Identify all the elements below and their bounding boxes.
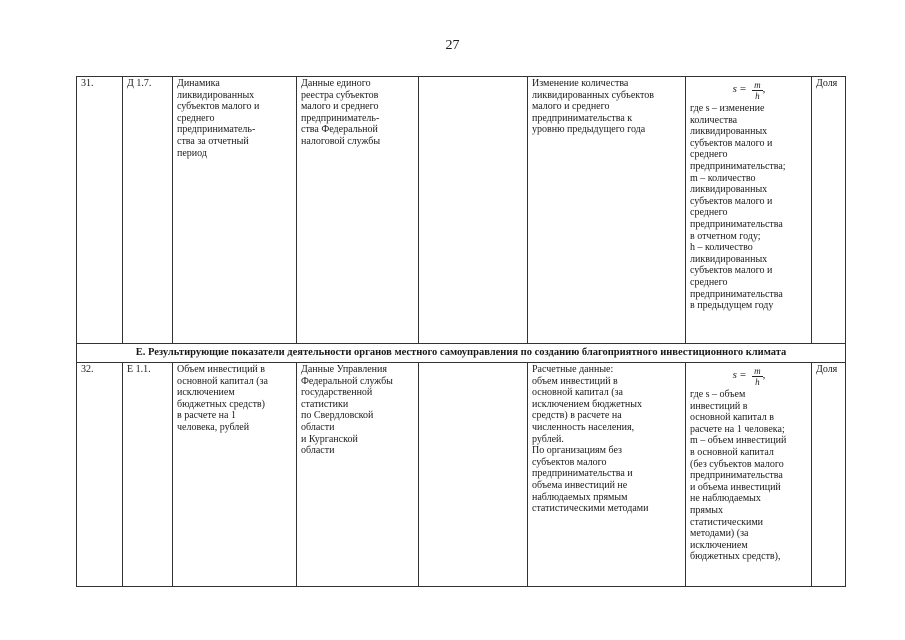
- table-row: [77, 77, 846, 344]
- formula-denominator: h: [755, 376, 760, 387]
- formula: [690, 364, 808, 388]
- data-source: Данные единого реестра субъектов малого и среднего предприниматель- ства Федеральной налоговой службы: [297, 77, 419, 344]
- formula-fraction: [752, 80, 763, 101]
- unit: Доля: [812, 77, 846, 344]
- page-number: 27: [445, 38, 460, 53]
- data-source: Данные Управления Федеральной службы государственной статистики по Свердловской области и Курганской области: [297, 363, 419, 587]
- row-number: 31.: [77, 77, 123, 344]
- formula-numerator: m: [754, 79, 761, 90]
- row-number: 32.: [77, 363, 123, 587]
- formula: [690, 78, 808, 102]
- formula-cell: [686, 77, 812, 344]
- formula-denominator: h: [755, 90, 760, 101]
- indicator-name: Объем инвестиций в основной капитал (за исключением бюджетных средств) в расчете на 1 человека, рублей: [173, 363, 297, 587]
- formula-eq: =: [739, 83, 747, 96]
- formula-tail: ,: [762, 369, 766, 382]
- table-row: [77, 363, 846, 587]
- formula-cell: [686, 363, 812, 587]
- formula-lhs: s: [732, 83, 737, 96]
- indicator-code: Е 1.1.: [123, 363, 173, 587]
- indicator-name: Динамика ликвидированных субъектов малого и среднего предприниматель- ства за отчетный период: [173, 77, 297, 344]
- empty-cell: [419, 363, 528, 587]
- section-row: [77, 344, 846, 363]
- unit: Доля: [812, 363, 846, 587]
- formula-description: где s – изменение количества ликвидированных субъектов малого и среднего предпринимательства; m – количество ликвидированных субъектов малого и среднего предпринимательства в отчетном году; h – количество ликвидированных субъектов малого и среднего предпринимательства в предыдущем году: [690, 103, 786, 312]
- formula-eq: =: [739, 369, 747, 382]
- formula-description: где s – объем инвестиций в основной капитал в расчете на 1 человека; m – объем инвестиций в основной капитал (без субъектов малого предпринимательства и объема инвестиций не наблюдаемых прямых статистическими методами) (за исключением бюджетных средств),: [690, 389, 787, 563]
- calculation-method: Изменение количества ликвидированных субъектов малого и среднего предпринимательства к уровню предыдущего года: [528, 77, 686, 344]
- calculation-method: Расчетные данные: объем инвестиций в основной капитал (за исключением бюджетных средств) в расчете на численность населения, рублей. По организациям без субъектов малого предпринимательства и объема инвестиций не наблюдаемых прямым статистическими методами: [528, 363, 686, 587]
- section-heading: Е. Результирующие показатели деятельности органов местного самоуправления по созданию благоприятного инвестиционного климата: [77, 344, 846, 363]
- indicator-code: Д 1.7.: [123, 77, 173, 344]
- empty-cell: [419, 77, 528, 344]
- formula-tail: ,: [762, 83, 766, 96]
- indicators-table: [76, 76, 846, 587]
- formula-lhs: s: [732, 369, 737, 382]
- formula-numerator: m: [754, 365, 761, 376]
- formula-fraction: [752, 366, 763, 387]
